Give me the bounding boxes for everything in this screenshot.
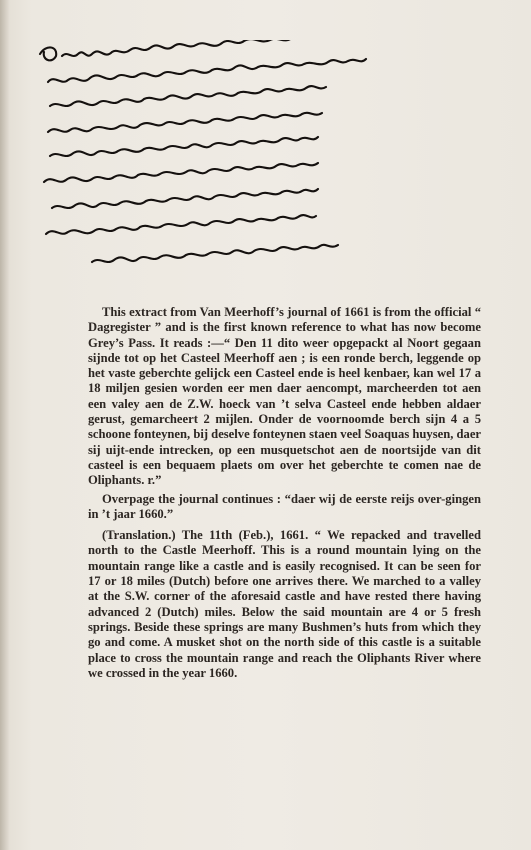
handwriting-scribble <box>38 40 500 285</box>
page-spine-shadow <box>0 0 10 850</box>
manuscript-image <box>38 40 500 285</box>
article-body <box>88 305 481 684</box>
paragraph-translation: (Translation.) The 11th (Feb.), 1661. “ We repacked and travelled north to the Castle Meerhoff. This is a round mountain lying on the mountain range like a castle and is easily recognised. It can be seen for 17 or 18 miles (Dutch) before one arrives there. We marched to a valley at the S.W. corner of the aforesaid castle and have rested there having advanced 2 (Dutch) miles. Below the said mountain are 4 or 5 fresh springs. Beside these springs are many Bushmen’s huts from which they go and come. A musket shot on the north side of this castle is a suitable place to cross the mountain range and reach the Oliphants River where we crossed in the year 1660. <box>88 528 481 680</box>
paragraph-overpage: Overpage the journal continues : “daer wij de eerste reijs over-gingen in ’t jaar 1660.” <box>88 491 481 521</box>
paragraph-dutch-extract: This extract from Van Meerhoff’s journal of 1661 is from the official “ Dagregister ” and is the first known reference to what has now become Grey’s Pass. It reads :—“ Den 11 dito weer opgepackt al Noort gegaan sijnde tot op het Casteel Meerhoff aen ; is een ronde berch, leggende op het vaste geberchte gelijck een Casteel ende is heel kenbaer, kan wel 17 a 18 miljen gesien worden eer men daer aencompt, marcheerden tot aen een valey aen de Z.W. hoeck van ’t selva Casteel ende hebben aldaer gerust, gemarcheert 2 mijlen. Onder de voornoomde berch sijn 4 a 5 schoone fonteynen, bij deselve fonteynen staen veel Soaquas huysen, daer sij uijt-ende intrecken, op een musquetschot aen de noortsijde van dit casteel is een bequaem plaets om over het geberchte te comen nae de Oliphants. r.” <box>88 305 481 488</box>
